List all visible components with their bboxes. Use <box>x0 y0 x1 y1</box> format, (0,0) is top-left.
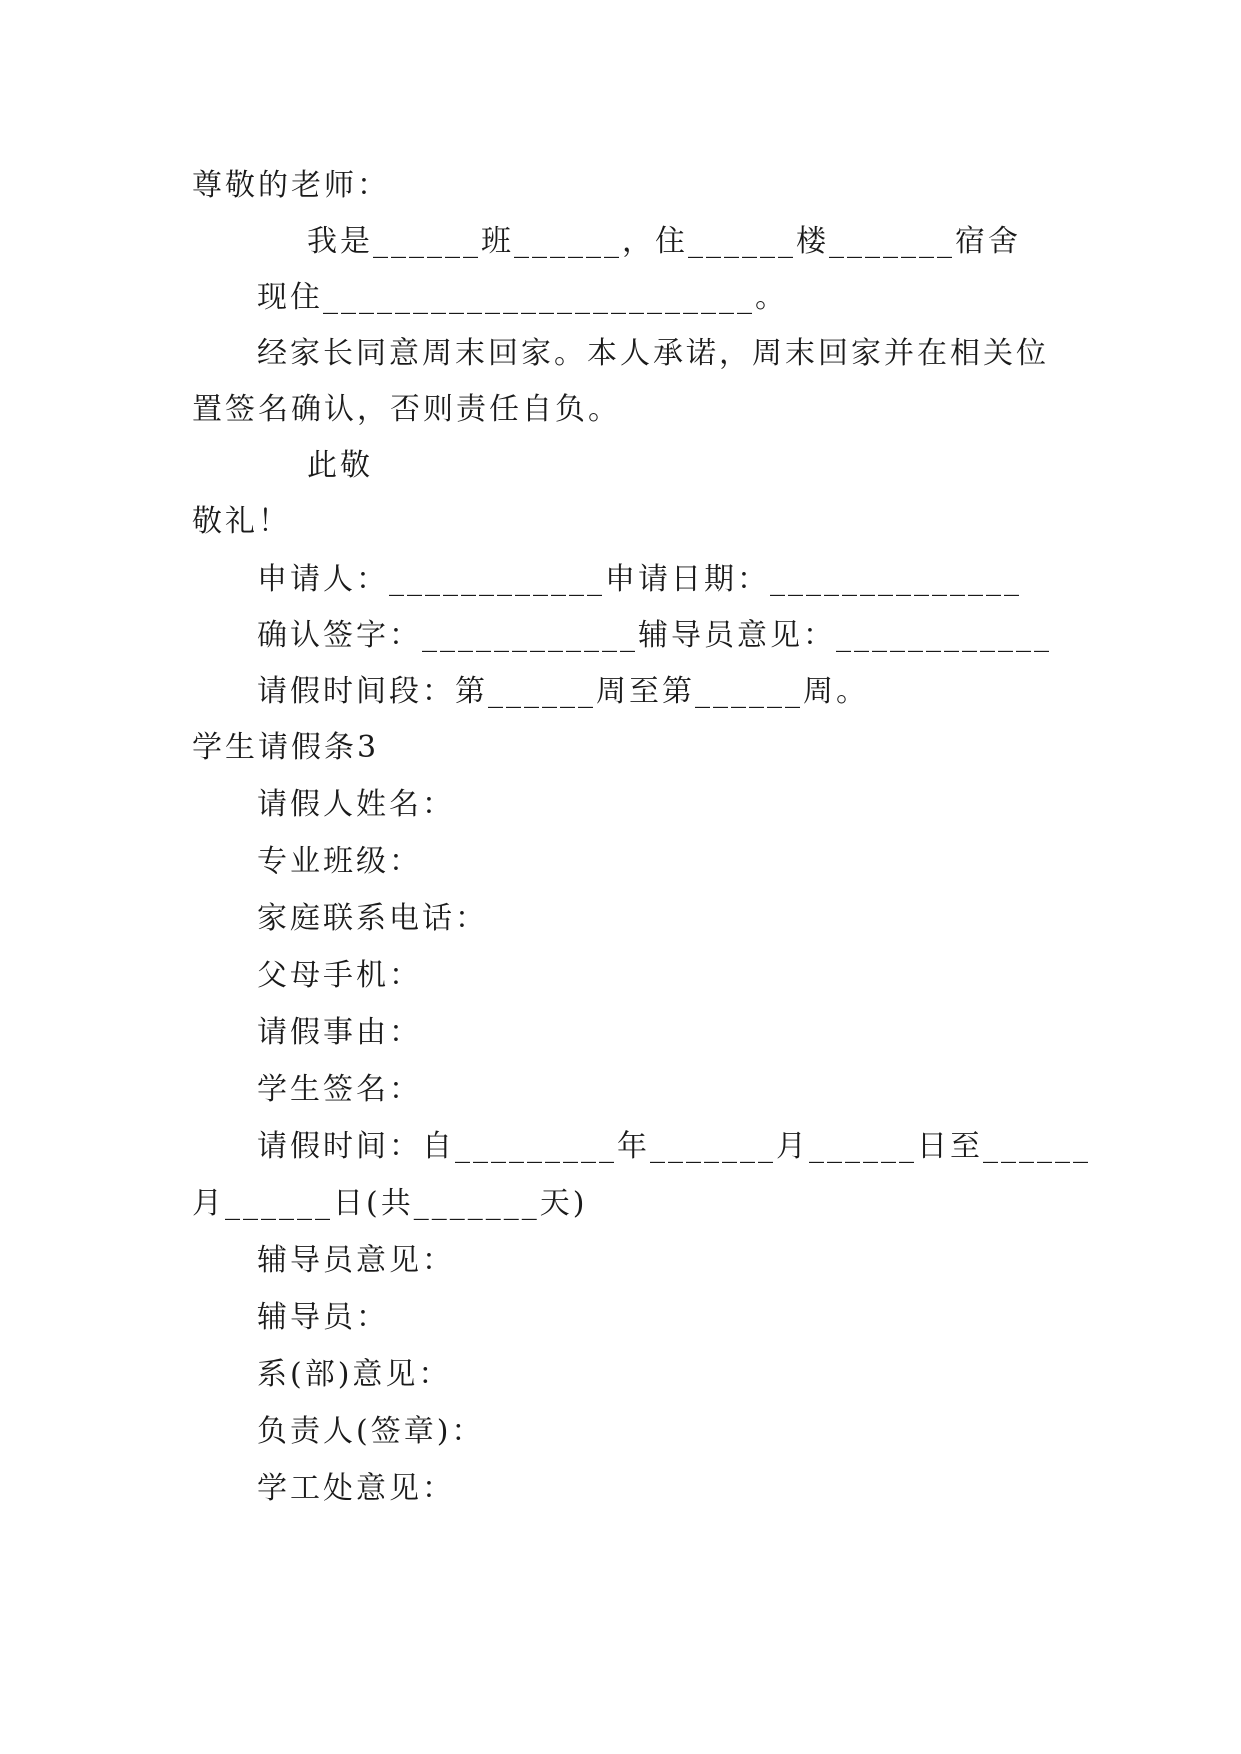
field-major-class: 专业班级： <box>257 844 422 879</box>
period-line: 请假时间段：第______周至第______周。 <box>257 674 869 709</box>
field-dept-opinion: 系(部)意见： <box>257 1357 452 1392</box>
intro-line: 我是______班______，住______楼_______宿舍 <box>307 224 1021 259</box>
body-paragraph-line-1: 经家长同意周末回家。本人承诺，周末回家并在相关位 <box>257 336 1049 371</box>
field-counselor-opinion: 辅导员意见： <box>257 1243 455 1278</box>
field-person-in-charge: 负责人(签章)： <box>257 1414 485 1449</box>
field-parent-mobile: 父母手机： <box>257 958 422 993</box>
field-counselor: 辅导员： <box>257 1300 389 1335</box>
field-student-affairs-opinion: 学工处意见： <box>257 1471 455 1506</box>
address-line: 现住________________________。 <box>257 280 788 315</box>
field-leave-time-line-1: 请假时间：自_________年_______月______日至______ <box>257 1129 1091 1164</box>
field-student-sign: 学生签名： <box>257 1072 422 1107</box>
confirm-line: 确认签字：____________辅导员意见：____________ <box>257 618 1052 653</box>
field-reason: 请假事由： <box>257 1015 422 1050</box>
field-name: 请假人姓名： <box>257 787 455 822</box>
field-leave-time-line-2: 月______日(共_______天) <box>192 1186 588 1221</box>
body-paragraph-line-2: 置签名确认，否则责任自负。 <box>192 392 621 427</box>
closing-line-1: 此敬 <box>307 448 373 483</box>
salutation: 尊敬的老师： <box>192 168 390 203</box>
section-title: 学生请假条3 <box>192 730 380 765</box>
closing-line-2: 敬礼！ <box>192 504 291 539</box>
applicant-line: 申请人：____________申请日期：______________ <box>257 562 1022 597</box>
field-home-phone: 家庭联系电话： <box>257 901 488 936</box>
